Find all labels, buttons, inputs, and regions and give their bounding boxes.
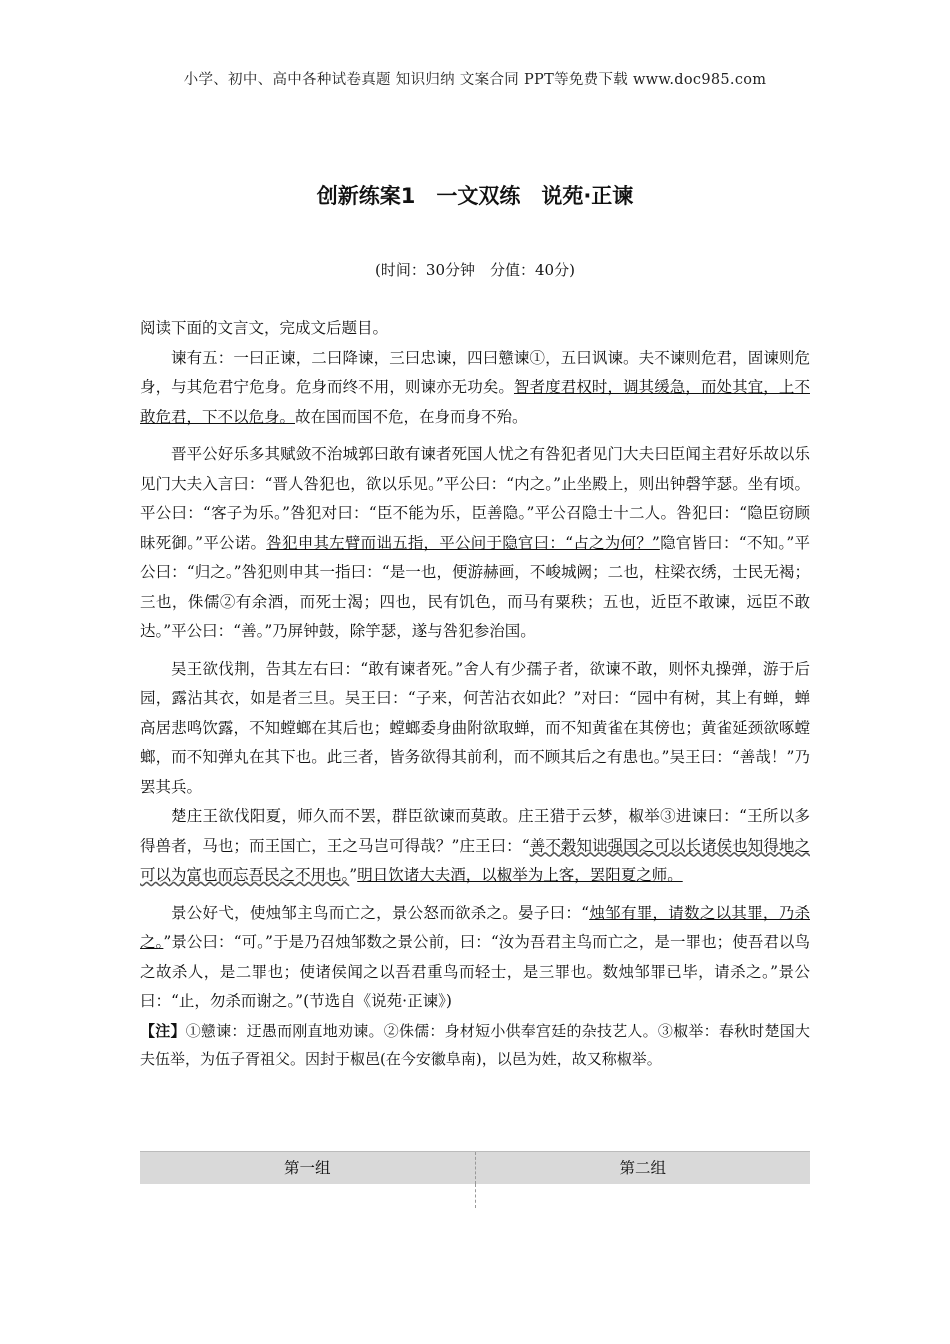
table-header — [140, 1151, 810, 1184]
paragraph-2-text-a: 晋平公好乐多其赋敛不治城郭曰敢有谏者死国人忧之有咎犯者见门大夫曰臣闻主君好乐故以乐见门大夫入言曰：“晋人咎犯也，欲以乐见。”平公曰：“内之。”止坐殿上，则出钟磬竽瑟。坐有顷。平公曰：“客子为乐。”咎犯对曰：“臣不能为乐，臣善隐。”平公召隐士十二人。咎犯曰：“隐臣窃顾昧死御。”平公诺。 — [140, 445, 810, 552]
paragraph-1-underlined: 智者度君权时，调其缓急，而处其宜，上不敢危君，下不以危身。 — [140, 378, 810, 426]
paragraph-5 — [140, 899, 810, 1017]
paragraph-4-text-a: 楚庄王欲伐阳夏，师久而不罢，群臣欲谏而莫敢。庄王猎于云梦，椒举③进谏曰：“王所以多得兽者，马也；而王国亡，王之马岂可得哉？”庄王曰：“ — [140, 807, 810, 855]
paragraph-3 — [140, 655, 810, 803]
footnotes — [140, 1017, 810, 1073]
article-body — [140, 314, 810, 1073]
note-text: ①戆谏：迂愚而刚直地劝谏。②侏儒：身材短小供奉宫廷的杂技艺人。③椒举：春秋时楚国大夫伍举，为伍子胥祖父。因封于椒邑(在今安徽阜南)，以邑为姓，故又称椒举。 — [140, 1021, 810, 1068]
paragraph-2-text-b: 隐官皆曰：“不知。”平公曰：“归之。”咎犯则申其一指曰：“是一也，便游赫画，不峻城阙；二也，柱梁衣绣，士民无褐；三也，侏儒②有余酒，而死士渴；四也，民有饥色，而马有粟秩；五也，近臣不敢谏，远臣不敢达。”平公曰：“善。”乃屏钟鼓，除竽瑟，遂与咎犯参治国。 — [140, 533, 810, 640]
paragraph-1-text-b: 故在国而国不危，在身而身不殆。 — [295, 407, 528, 426]
time-score-info: (时间：30分钟 分值：40分) — [375, 261, 575, 279]
paragraph-4-underlined: 明日饮诸大夫酒，以椒举为上客，罢阳夏之师。 — [357, 866, 683, 884]
table-cell-group-1 — [140, 1184, 476, 1208]
paragraph-1-text-a: 谏有五：一曰正谏，二曰降谏，三曰忠谏，四曰戆谏①，五曰讽谏。夫不谏则危君，固谏则危身，与其危君宁危身。危身而终不用，则谏亦无功矣。 — [140, 348, 810, 396]
paragraph-4-text-b: ” — [349, 866, 358, 884]
paragraph-4-wavy: 善不穀知诎强国之可以长诸侯也知得地之可以为富也而忘吾民之不用也。 — [140, 836, 810, 884]
paragraph-4 — [140, 802, 810, 891]
paragraph-5-text-b: ”景公曰：“可。”于是乃召烛邹数之景公前，曰：“汝为吾君主鸟而亡之，是一罪也；使吾君以鸟之故杀人，是二罪也；使诸侯闻之以吾君重鸟而轻士，是三罪也。数烛邹罪已毕，请杀之。”景公曰：“止，勿杀而谢之。”(节选自《说苑·正谏》) — [140, 933, 810, 1010]
table-row — [140, 1184, 810, 1208]
paragraph-1 — [140, 344, 810, 433]
paragraph-5-underlined: 烛邹有罪，请数之以其罪，乃杀之。 — [140, 903, 810, 951]
page-title: 创新练案1 一文双练 说苑·正谏 — [316, 184, 634, 208]
table-cell-group-2 — [476, 1184, 811, 1208]
paragraph-2-underlined: 咎犯申其左臂而诎五指，平公问于隐官曰：“占之为何？” — [266, 533, 660, 552]
paragraph-3-text: 吴王欲伐荆，告其左右曰：“敢有谏者死。”舍人有少孺子者，欲谏不敢，则怀丸操弹，游于后园，露沾其衣，如是者三旦。吴王曰：“子来，何苦沾衣如此？”对曰：“园中有树，其上有蝉，蝉高居悲鸣饮露，不知螳螂在其后也；螳螂委身曲附欲取蝉，而不知黄雀在其傍也；黄雀延颈欲啄螳螂，而不知弹丸在其下也。此三者，皆务欲得其前利，而不顾其后之有患也。”吴王曰：“善哉！”乃罢其兵。 — [140, 659, 810, 796]
paragraph-5-text-a: 景公好弋，使烛邹主鸟而亡之，景公怒而欲杀之。晏子曰：“ — [171, 903, 590, 922]
site-header: 小学、初中、高中各种试卷真题 知识归纳 文案合同 PPT等免费下载 www.doc985.com — [183, 72, 767, 88]
note-label: 【注】 — [140, 1021, 186, 1040]
instruction: 阅读下面的文言文，完成文后题目。 — [140, 319, 389, 337]
table-header-group-1: 第一组 — [140, 1152, 476, 1184]
paragraph-2 — [140, 440, 810, 647]
group-table — [140, 1151, 810, 1207]
table-header-group-2: 第二组 — [619, 1159, 666, 1177]
